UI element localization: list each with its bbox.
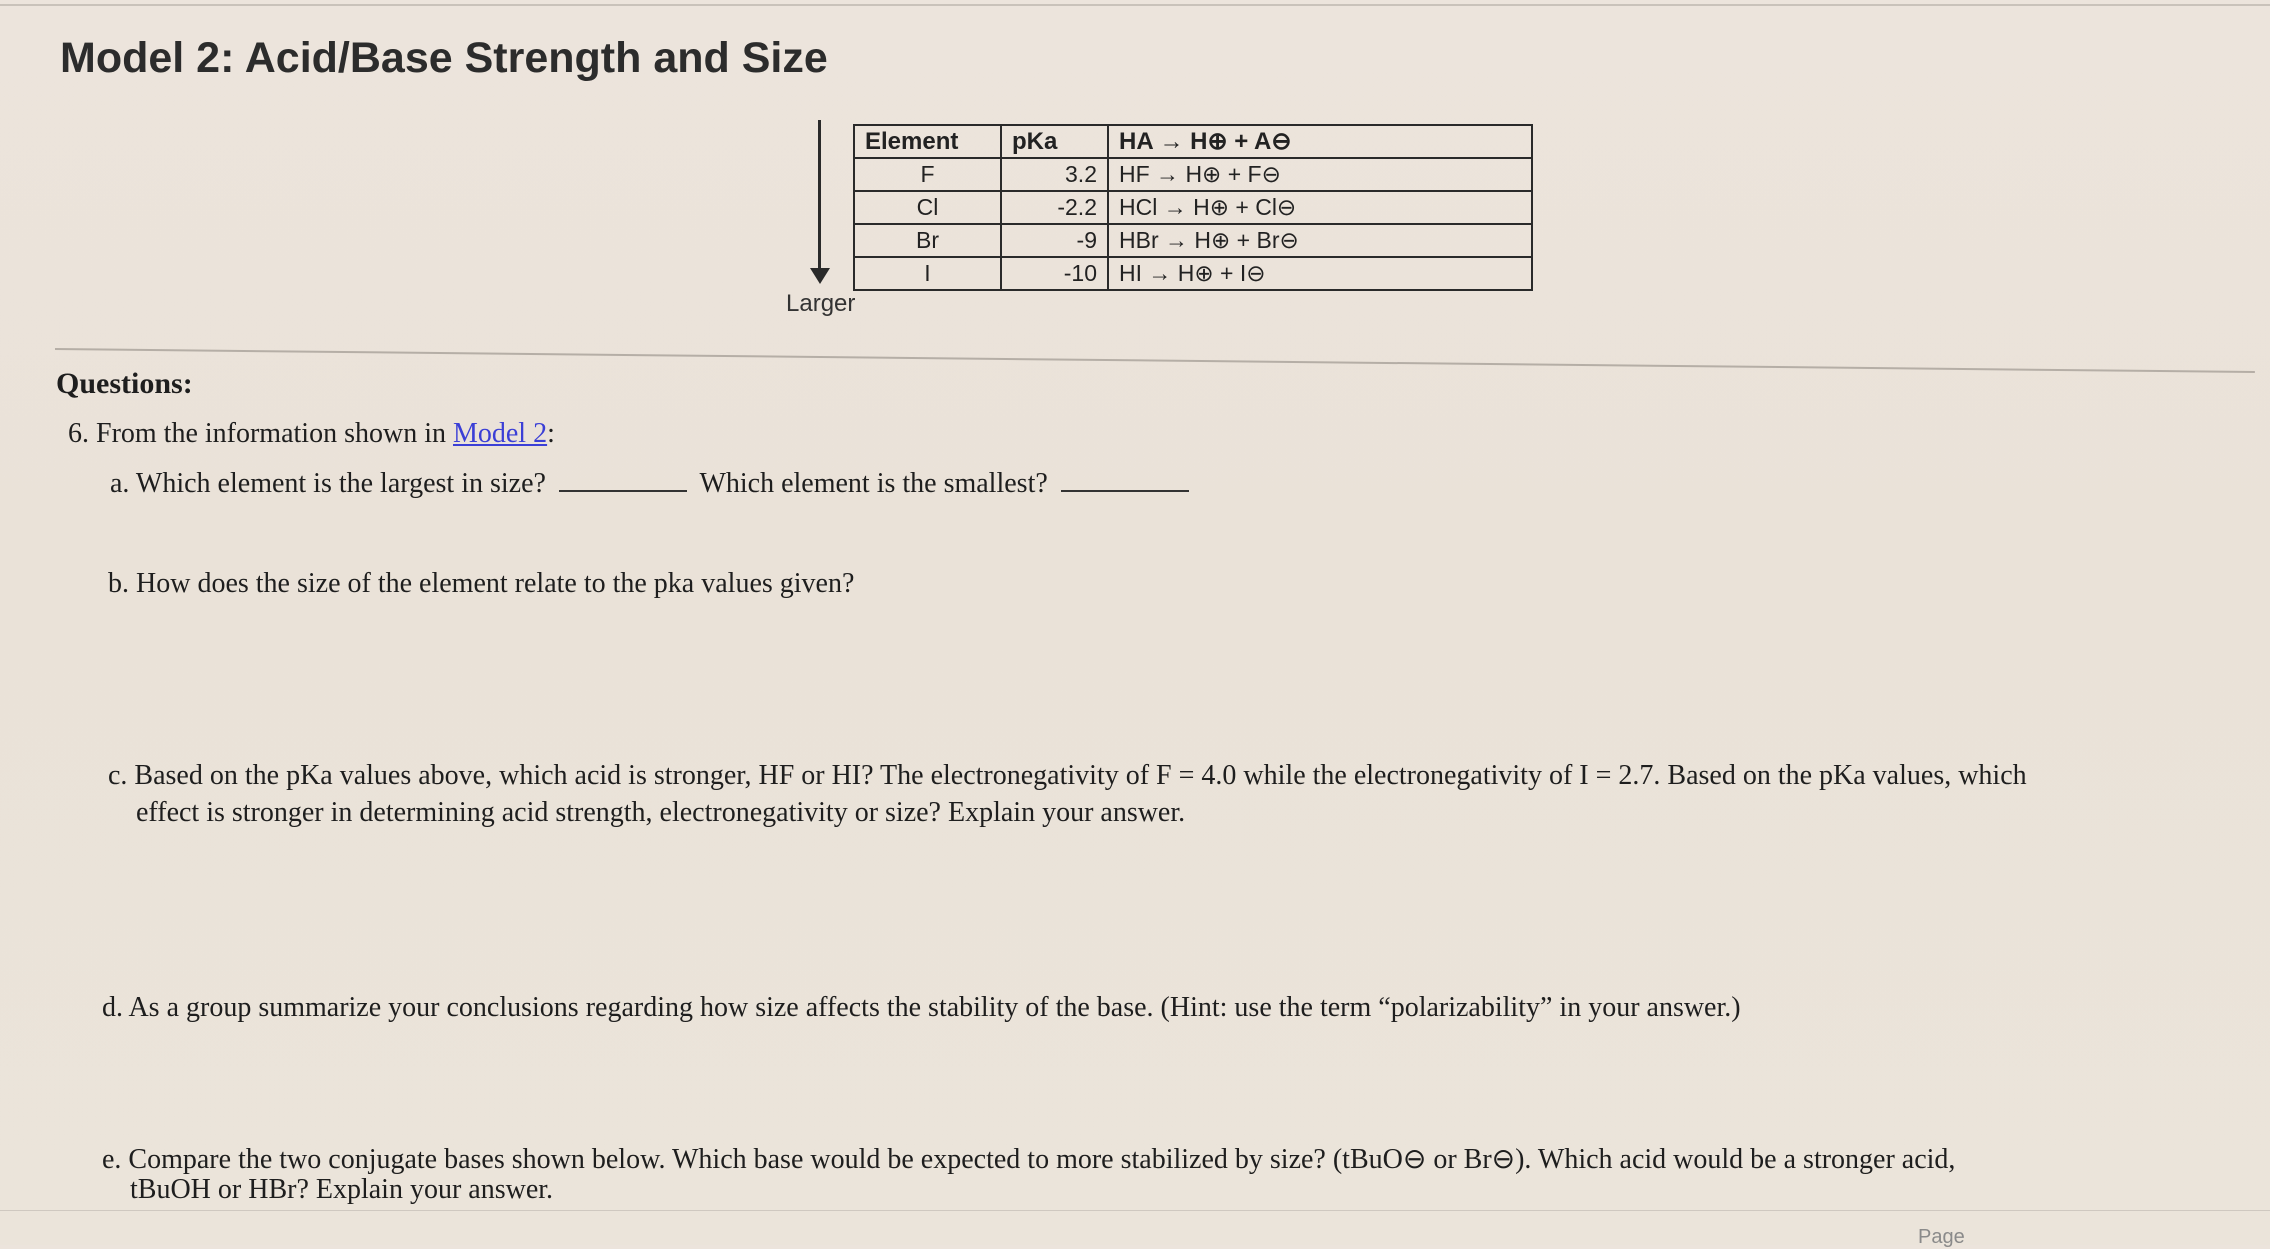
cell-pka: -10 xyxy=(1001,257,1108,290)
table-row xyxy=(854,257,1532,290)
table-row xyxy=(854,191,1532,224)
cell-reaction: HCl → H⊕ + Cl⊖ xyxy=(1108,191,1532,224)
cell-pka: -9 xyxy=(1001,224,1108,257)
table-row xyxy=(854,158,1532,191)
question-6e-line1: e. Compare the two conjugate bases shown below. Which base would be expected to more stabilized by size? (tBuO⊖ or Br⊖). Which acid would be a stronger acid, xyxy=(102,1144,1956,1175)
header-element: Element xyxy=(854,125,1001,158)
section-divider xyxy=(55,348,2255,373)
top-rule xyxy=(0,4,2270,6)
answer-blank-largest[interactable] xyxy=(559,468,687,492)
table-header-row xyxy=(854,125,1532,158)
questions-heading: Questions: xyxy=(56,367,193,400)
model-table xyxy=(853,124,1533,291)
cell-element: I xyxy=(854,257,1001,290)
question-6-suffix: : xyxy=(547,418,555,449)
page-footer-label: Page xyxy=(1918,1226,1965,1248)
arrow-down-icon xyxy=(810,268,830,284)
table-row xyxy=(854,224,1532,257)
cell-reaction: HBr → H⊕ + Br⊖ xyxy=(1108,224,1532,257)
header-reaction: HA → H⊕ + A⊖ xyxy=(1108,125,1532,158)
cell-reaction: HF → H⊕ + F⊖ xyxy=(1108,158,1532,191)
header-pka: pKa xyxy=(1001,125,1108,158)
cell-pka: -2.2 xyxy=(1001,191,1108,224)
arrow-label: Larger xyxy=(786,290,856,317)
question-6a xyxy=(110,468,1195,500)
cell-pka: 3.2 xyxy=(1001,158,1108,191)
cell-element: Cl xyxy=(854,191,1001,224)
question-6d: d. As a group summarize your conclusions regarding how size affects the stability of the base. (Hint: use the term “polarizability” in your answer.) xyxy=(102,992,1741,1023)
question-6a-part2: Which element is the smallest? xyxy=(699,468,1048,499)
question-6c-line2: effect is stronger in determining acid strength, electronegativity or size? Explain your answer. xyxy=(136,797,1186,828)
question-6b: b. How does the size of the element relate to the pka values given? xyxy=(108,568,855,599)
cell-reaction: HI → H⊕ + I⊖ xyxy=(1108,257,1532,290)
arrow-shaft xyxy=(818,120,821,270)
cell-element: Br xyxy=(854,224,1001,257)
question-6-prefix: 6. From the information shown in xyxy=(68,418,453,449)
answer-blank-smallest[interactable] xyxy=(1061,468,1189,492)
cell-element: F xyxy=(854,158,1001,191)
bottom-rule xyxy=(0,1210,2270,1211)
model-title: Model 2: Acid/Base Strength and Size xyxy=(60,34,828,82)
model-2-link[interactable]: Model 2 xyxy=(452,418,548,449)
question-6 xyxy=(68,418,555,450)
question-6e-line2: tBuOH or HBr? Explain your answer. xyxy=(130,1174,554,1205)
question-6a-part1: a. Which element is the largest in size? xyxy=(110,468,546,499)
question-6c-line1: c. Based on the pKa values above, which acid is stronger, HF or HI? The electronegativity of F = 4.0 while the electronegativity of I = 2.7. Based on the pKa values, which xyxy=(108,760,2027,791)
